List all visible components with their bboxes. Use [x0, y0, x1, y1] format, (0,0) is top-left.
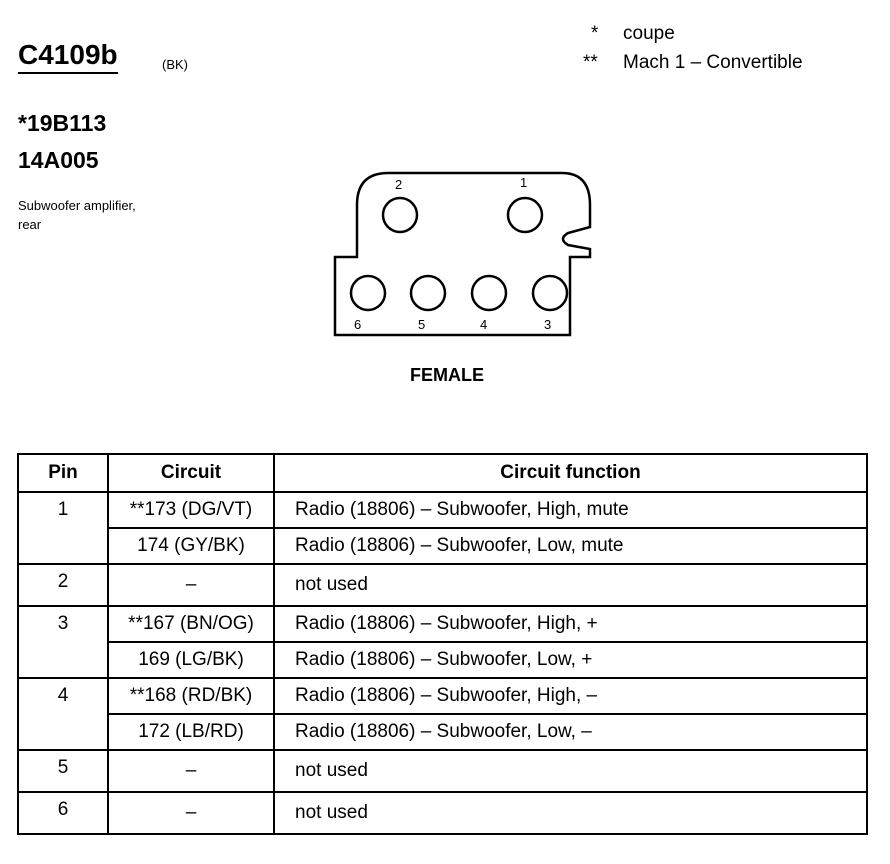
circuit-cell: **167 (BN/OG)	[108, 606, 274, 642]
function-cell: Radio (18806) – Subwoofer, Low, –	[274, 714, 867, 750]
connector-face-diagram	[330, 165, 600, 345]
part-number-2: 14A005	[18, 147, 99, 173]
table-header-row	[18, 454, 867, 492]
pin-6-socket	[351, 276, 385, 310]
pin-label-6: 6	[354, 317, 362, 332]
legend-text: Mach 1 – Convertible	[623, 52, 803, 73]
part-number-1: *19B113	[18, 110, 107, 136]
table-row	[18, 792, 867, 834]
pin-cell: 4	[18, 678, 108, 750]
table-row	[18, 528, 867, 564]
circuit-cell: 172 (LB/RD)	[108, 714, 274, 750]
function-cell: Radio (18806) – Subwoofer, High, mute	[274, 492, 867, 528]
legend-item-mach1	[583, 48, 803, 77]
function-cell: not used	[274, 792, 867, 834]
diagram-caption: FEMALE	[410, 365, 484, 385]
function-cell: Radio (18806) – Subwoofer, High, –	[274, 678, 867, 714]
table-row	[18, 678, 867, 714]
function-cell: not used	[274, 564, 867, 606]
legend-symbol: *	[591, 23, 599, 44]
pin-label-5: 5	[418, 317, 426, 332]
pin-cell: 1	[18, 492, 108, 564]
pin-3-socket	[533, 276, 567, 310]
circuit-cell: **173 (DG/VT)	[108, 492, 274, 528]
pin-cell: 6	[18, 792, 108, 834]
connector-id: C4109b	[18, 40, 118, 74]
function-cell: Radio (18806) – Subwoofer, High, +	[274, 606, 867, 642]
circuit-cell: 174 (GY/BK)	[108, 528, 274, 564]
table-row	[18, 564, 867, 606]
circuit-cell: –	[108, 792, 274, 834]
table-row	[18, 750, 867, 792]
pin-2-socket	[383, 198, 417, 232]
table-row	[18, 714, 867, 750]
table-row	[18, 606, 867, 642]
pin-cell: 2	[18, 564, 108, 606]
pin-label-4: 4	[480, 317, 488, 332]
pin-1-socket	[508, 198, 542, 232]
header-pin: Pin	[18, 454, 108, 492]
function-cell: Radio (18806) – Subwoofer, Low, mute	[274, 528, 867, 564]
circuit-cell: 169 (LG/BK)	[108, 642, 274, 678]
pin-cell: 3	[18, 606, 108, 678]
header-circuit: Circuit	[108, 454, 274, 492]
function-cell: Radio (18806) – Subwoofer, Low, +	[274, 642, 867, 678]
circuit-cell: **168 (RD/BK)	[108, 678, 274, 714]
pin-4-socket	[472, 276, 506, 310]
pin-label-2: 2	[395, 177, 403, 192]
circuit-cell: –	[108, 564, 274, 606]
table-row	[18, 642, 867, 678]
header-circuit-function: Circuit function	[274, 454, 867, 492]
legend	[583, 19, 803, 77]
pin-cell: 5	[18, 750, 108, 792]
connector-color-code: (BK)	[162, 57, 188, 72]
function-cell: not used	[274, 750, 867, 792]
pin-label-1: 1	[520, 175, 528, 190]
description-line-2: rear	[18, 217, 42, 232]
component-description	[18, 196, 198, 234]
legend-symbol: **	[583, 52, 598, 73]
description-line-1: Subwoofer amplifier,	[18, 198, 136, 213]
legend-item-coupe	[583, 19, 803, 48]
circuit-cell: –	[108, 750, 274, 792]
pinout-table	[17, 453, 868, 835]
legend-text: coupe	[623, 23, 675, 44]
table-row	[18, 492, 867, 528]
pin-5-socket	[411, 276, 445, 310]
pin-label-3: 3	[544, 317, 552, 332]
